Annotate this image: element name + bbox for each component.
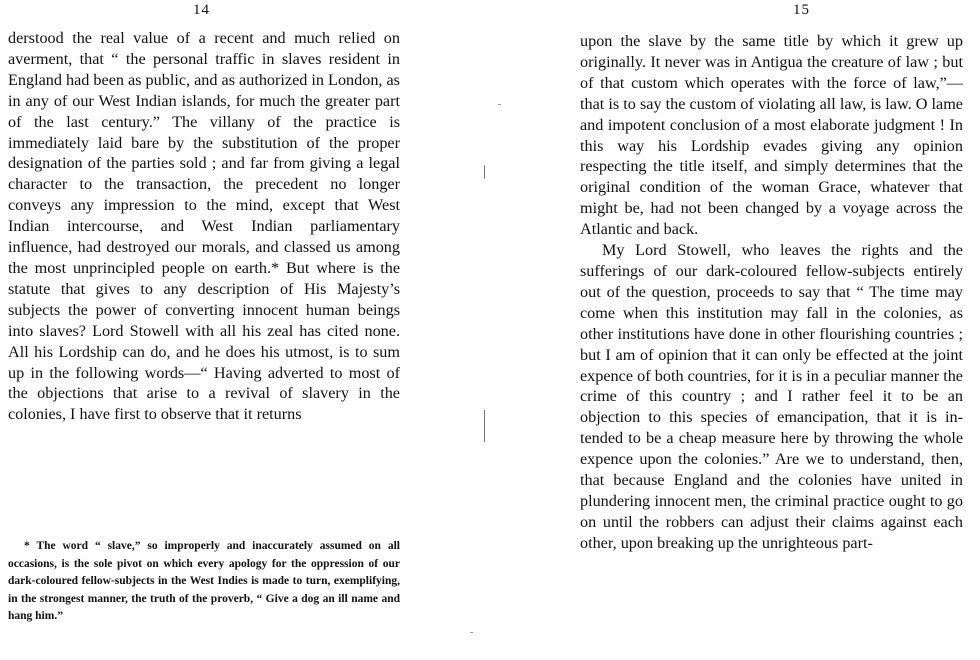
gutter-speck (470, 632, 473, 633)
right-page (490, 0, 980, 660)
right-paragraph-2: My Lord Stowell, who leaves the rights and the sufferings of our dark-coloured fellow-subjects entirely out of the question, proceeds to say that “ The time may come when this institution may fall in the colonies, as other institutions have done in other flourishing countries ; but I am of opinion that it can only be effected at the joint expence of both countries, for it is in a peculiar manner the crime of this country ; and I rather feel it to be an objection to this species of emancipation, that it is intended to be a cheap measure here by throwing the whole expence upon the colonies.” Are we to understand, then, that because England and the colonies have united in plundering innocent men, the criminal practice ought to go on until the robbers can adjust their claims against each other, upon breaking up the unrighteous part- (580, 241, 963, 552)
footnote-text: * The word “ slave,” so improperly and inaccurately assumed on all occasions, is the sole pivot on which every apology for the oppression of our dark-coloured fellow-subjects in the West Indies is made to turn, exemplifying, in the strongest manner, the truth of the proverb, “ Give a dog an ill name and hang him.” (8, 540, 400, 622)
gutter-mark-upper (484, 165, 485, 179)
page-number-right: 15 (793, 2, 810, 18)
gutter-mark-lower (484, 410, 485, 442)
right-page-body (580, 31, 963, 554)
footnote (8, 538, 400, 626)
gutter-speck (498, 104, 501, 105)
left-page-body-text: derstood the real value of a recent and much relied on averment, that “ the personal traffic in slaves resident in England had been as public, and as authorized in London, as in any of our West Indian islands, for much the greater part of the last century.” The villany of the practice is immediately laid bare by the substitution of the proper designation of the parties sold ; and far from giving a legal character to the transaction, the precedent no longer conveys any impression to the mind, except that West Indian intercourse, and West Indian parliamentary influence, had destroyed our morals, and classed us among the most unprincipled people on earth.* But where is the statute that gives to any description of His Majesty’s subjects the power of converting innocent human beings into slaves? Lord Stowell with all his zeal has cited none. All his Lordship can do, and he does his utmost, is to sum up in the following words—“ Having adverted to most of the objections that arise to a revival of slavery in the colonies, I have first to observe that it returns (8, 29, 400, 424)
page-number-left: 14 (193, 2, 210, 18)
right-paragraph-1: upon the slave by the same title by which it grew up originally. It never was in Antigua the creature of law ; but of that custom which operates with the force of law,”—that is to say the custom of violating all law, is law. O lame and impotent conclusion of a most elaborate judgment ! In this way his Lordship evades giving any opinion respecting the title itself, and simply determines that the original condition of the woman Grace, whatever that might be, had not been changed by a voyage across the Atlantic and back. (580, 32, 963, 239)
